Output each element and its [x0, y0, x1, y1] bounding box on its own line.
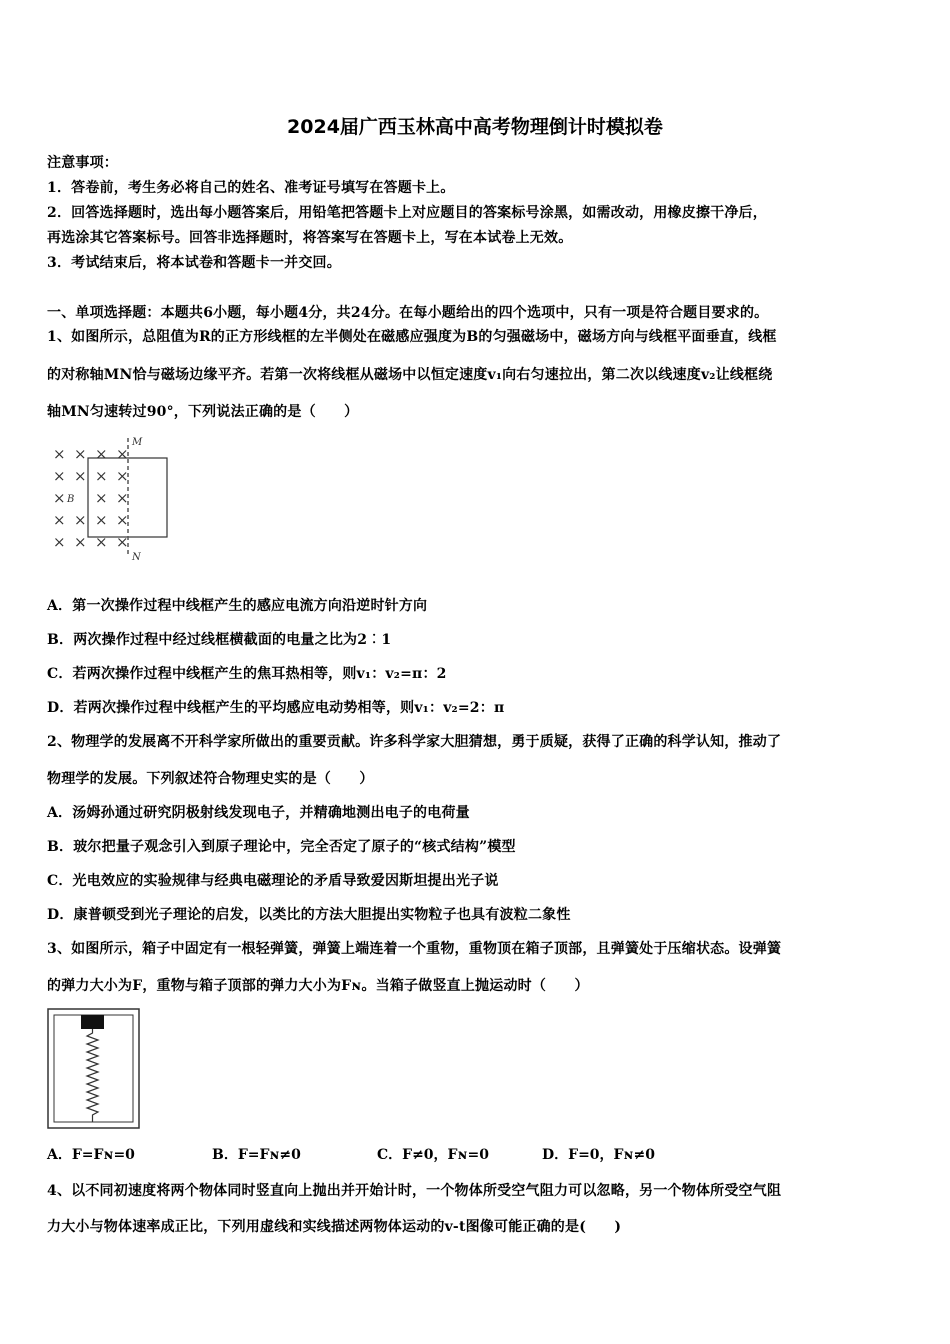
svg-text:×: × — [74, 533, 87, 551]
q3-option-a[interactable]: A．F=Fɴ=0 — [47, 1147, 135, 1163]
svg-text:×: × — [74, 467, 87, 485]
q4-stem-line: 4、以不同初速度将两个物体同时竖直向上抛出并开始计时，一个物体所受空气阻力可以忽略，另一个物体所受空气阻 — [47, 1183, 782, 1199]
notice-item: 3．考试结束后，将本试卷和答题卡一并交回。 — [47, 255, 341, 271]
q3-stem-line: 3、如图所示，箱子中固定有一根轻弹簧，弹簧上端连着一个重物，重物顶在箱子顶部，且弹簧处于压缩状态。设弹簧 — [47, 941, 782, 957]
notice-heading: 注意事项： — [47, 155, 118, 171]
spring — [87, 1029, 98, 1122]
svg-text:×: × — [74, 511, 87, 529]
q1-option-d[interactable]: D．若两次操作过程中线框产生的平均感应电动势相等，则v₁：v₂=2：π — [47, 700, 505, 716]
q2-option-d[interactable]: D．康普顿受到光子理论的启发，以类比的方法大胆提出实物粒子也具有波粒二象性 — [47, 907, 571, 923]
svg-text:×: × — [116, 533, 129, 551]
q3-option-d[interactable]: D．F=0，Fɴ≠0 — [542, 1147, 655, 1163]
q2-stem-line: 物理学的发展。下列叙述符合物理史实的是（ ） — [47, 771, 374, 787]
svg-text:×: × — [74, 445, 87, 463]
section-heading: 一、单项选择题：本题共6小题，每小题4分，共24分。在每小题给出的四个选项中，只有一项是符合题目要求的。 — [47, 305, 769, 321]
q1-stem-line: 1、如图所示，总阻值为R的正方形线框的左半侧处在磁感应强度为B的匀强磁场中，磁场方向与线框平面垂直，线框 — [47, 329, 777, 345]
q1-option-a[interactable]: A．第一次操作过程中线框产生的感应电流方向沿逆时针方向 — [47, 598, 428, 614]
page-title: 2024届广西玉林高中高考物理倒计时模拟卷 — [287, 116, 663, 138]
q1-option-b[interactable]: B．两次操作过程中经过线框横截面的电量之比为2︰1 — [47, 632, 392, 648]
q3-stem-line: 的弹力大小为F，重物与箱子顶部的弹力大小为Fɴ。当箱子做竖直上抛运动时（ ） — [47, 978, 589, 994]
q1-stem-line: 轴MN匀速转过90°，下列说法正确的是（ ） — [47, 404, 359, 420]
q2-option-a[interactable]: A．汤姆孙通过研究阴极射线发现电子，并精确地测出电子的电荷量 — [47, 805, 470, 821]
svg-text:×: × — [116, 511, 129, 529]
svg-text:×: × — [116, 467, 129, 485]
q3-option-b[interactable]: B．F=Fɴ≠0 — [212, 1147, 301, 1163]
notice-item: 2．回答选择题时，选出每小题答案后，用铅笔把答题卡上对应题目的答案标号涂黑，如需改动，用橡皮擦干净后， — [47, 205, 767, 221]
svg-text:×: × — [116, 445, 129, 463]
q2-stem-line: 2、物理学的发展离不开科学家所做出的重要贡献。许多科学家大胆猜想，勇于质疑，获得了正确的科学认知，推动了 — [47, 734, 782, 750]
svg-text:×: × — [95, 533, 108, 551]
svg-text:×: × — [53, 511, 66, 529]
svg-text:×: × — [53, 445, 66, 463]
notice-item: 再选涂其它答案标号。回答非选择题时，将答案写在答题卡上，写在本试卷上无效。 — [47, 230, 573, 246]
q1-option-c[interactable]: C．若两次操作过程中线框产生的焦耳热相等，则v₁：v₂=π：2 — [47, 666, 447, 682]
field-crosses — [53, 445, 129, 551]
q2-option-c[interactable]: C．光电效应的实验规律与经典电磁理论的矛盾导致爱因斯坦提出光子说 — [47, 873, 499, 889]
label-B: B — [67, 494, 75, 505]
notice-item: 1．答卷前，考生务必将自己的姓名、准考证号填写在答题卡上。 — [47, 180, 455, 196]
label-M: M — [132, 437, 143, 448]
svg-text:×: × — [53, 489, 66, 507]
svg-text:×: × — [95, 489, 108, 507]
q1-stem-line: 的对称轴MN恰与磁场边缘平齐。若第一次将线框从磁场中以恒定速度v₁向右匀速拉出，第二次以线速度v₂让线框绕 — [47, 367, 773, 383]
svg-text:×: × — [95, 511, 108, 529]
svg-text:×: × — [53, 467, 66, 485]
q1-magnetic-field-figure — [47, 432, 177, 564]
q3-option-c[interactable]: C．F≠0，Fɴ=0 — [377, 1147, 489, 1163]
q3-spring-box-figure — [47, 1008, 141, 1130]
svg-text:×: × — [95, 467, 108, 485]
q4-stem-line: 力大小与物体速率成正比，下列用虚线和实线描述两物体运动的v-t图像可能正确的是( ) — [47, 1219, 622, 1235]
svg-text:×: × — [53, 533, 66, 551]
label-N: N — [132, 552, 141, 563]
svg-text:×: × — [116, 489, 129, 507]
weight-block — [81, 1015, 104, 1029]
svg-text:×: × — [95, 445, 108, 463]
q2-option-b[interactable]: B．玻尔把量子观念引入到原子理论中，完全否定了原子的“核式结构”模型 — [47, 839, 516, 855]
